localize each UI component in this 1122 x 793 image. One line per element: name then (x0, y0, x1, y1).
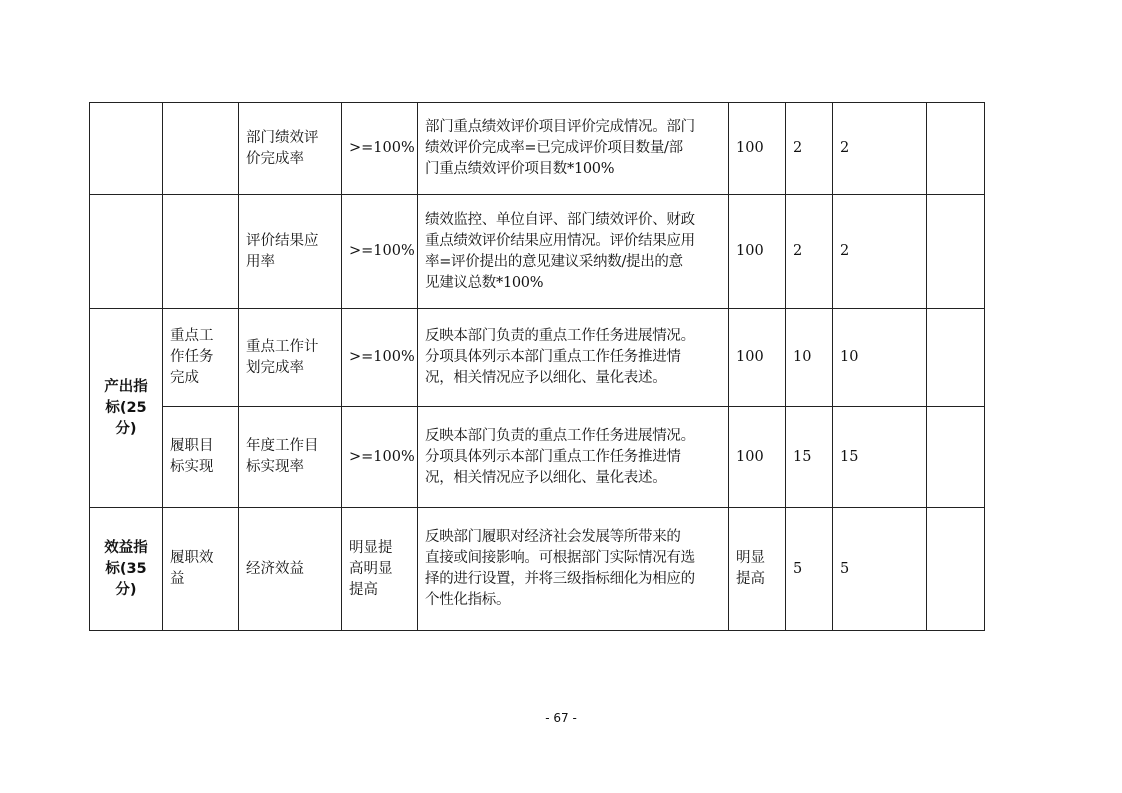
value-cell: 100 (729, 103, 786, 195)
score-cell: 10 (833, 309, 927, 407)
score-cell: 2 (833, 103, 927, 195)
table-row (90, 103, 985, 195)
indicator-table (89, 102, 985, 631)
weight-cell: 10 (786, 309, 833, 407)
value-cell: 100 (729, 407, 786, 508)
value-cell: 100 (729, 195, 786, 309)
table-row (90, 407, 985, 508)
remark-cell (927, 407, 985, 508)
category-cell: 效益指 标(35 分) (90, 508, 163, 631)
metric-cell: 部门绩效评 价完成率 (239, 103, 342, 195)
category-cell (90, 195, 163, 309)
description-cell: 绩效监控、单位自评、部门绩效评价、财政 重点绩效评价结果应用情况。评价结果应用 率=评价提出的意见建议采纳数/提出的意 见建议总数*100% (418, 195, 729, 309)
table-row (90, 195, 985, 309)
score-cell: 5 (833, 508, 927, 631)
remark-cell (927, 508, 985, 631)
target-cell: >=100% (342, 407, 418, 508)
remark-cell (927, 195, 985, 309)
weight-cell: 15 (786, 407, 833, 508)
metric-cell: 重点工作计 划完成率 (239, 309, 342, 407)
metric-cell: 评价结果应 用率 (239, 195, 342, 309)
description-cell: 部门重点绩效评价项目评价完成情况。部门 绩效评价完成率=已完成评价项目数量/部 门重点绩效评价项目数*100% (418, 103, 729, 195)
value-cell: 明显 提高 (729, 508, 786, 631)
subcategory-cell (163, 103, 239, 195)
target-cell: >=100% (342, 103, 418, 195)
table-row (90, 508, 985, 631)
score-cell: 15 (833, 407, 927, 508)
table-row (90, 309, 985, 407)
category-cell (90, 103, 163, 195)
subcategory-cell: 履职效 益 (163, 508, 239, 631)
target-cell: 明显提 高明显 提高 (342, 508, 418, 631)
weight-cell: 5 (786, 508, 833, 631)
description-cell: 反映本部门负责的重点工作任务进展情况。 分项具体列示本部门重点工作任务推进情 况，相关情况应予以细化、量化表述。 (418, 407, 729, 508)
description-cell: 反映部门履职对经济社会发展等所带来的 直接或间接影响。可根据部门实际情况有选 择的进行设置，并将三级指标细化为相应的 个性化指标。 (418, 508, 729, 631)
value-cell: 100 (729, 309, 786, 407)
metric-cell: 年度工作目 标实现率 (239, 407, 342, 508)
weight-cell: 2 (786, 195, 833, 309)
remark-cell (927, 309, 985, 407)
subcategory-cell: 履职目 标实现 (163, 407, 239, 508)
page-number: - 67 - (545, 711, 577, 725)
score-cell: 2 (833, 195, 927, 309)
remark-cell (927, 103, 985, 195)
subcategory-cell: 重点工 作任务 完成 (163, 309, 239, 407)
target-cell: >=100% (342, 309, 418, 407)
metric-cell: 经济效益 (239, 508, 342, 631)
description-cell: 反映本部门负责的重点工作任务进展情况。 分项具体列示本部门重点工作任务推进情 况，相关情况应予以细化、量化表述。 (418, 309, 729, 407)
subcategory-cell (163, 195, 239, 309)
weight-cell: 2 (786, 103, 833, 195)
target-cell: >=100% (342, 195, 418, 309)
category-cell: 产出指 标(25 分) (90, 309, 163, 508)
